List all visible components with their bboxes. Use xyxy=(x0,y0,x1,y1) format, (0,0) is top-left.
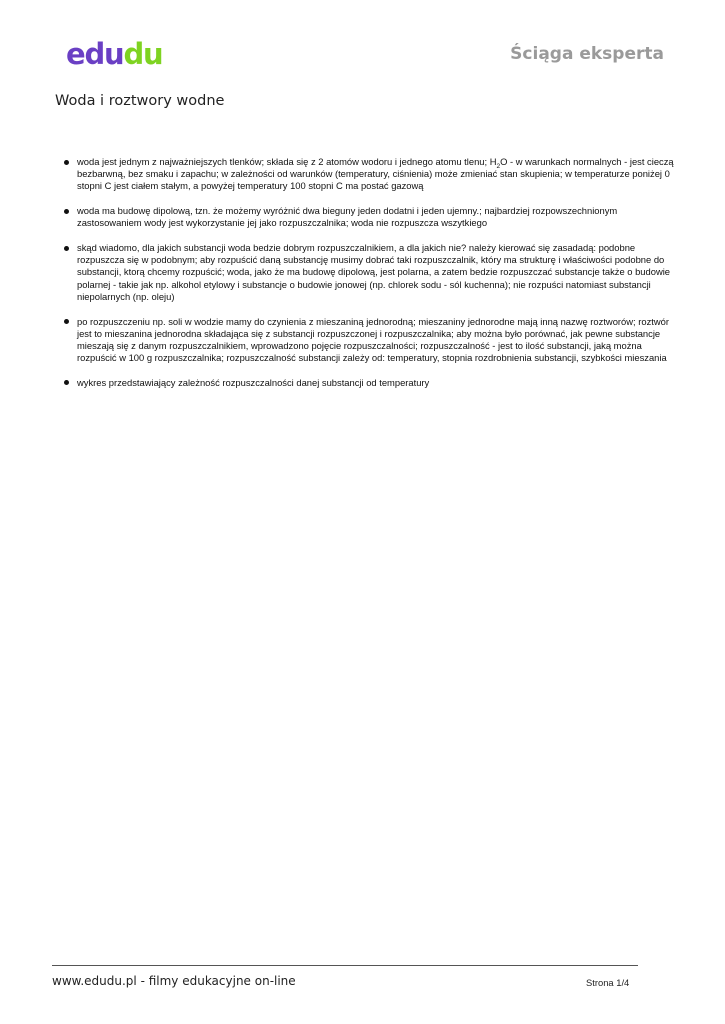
header-tagline: Ściąga eksperta xyxy=(510,44,664,64)
page-title: Woda i roztwory wodne xyxy=(55,93,225,109)
edudu-logo-mark xyxy=(66,38,174,70)
bullet-text: woda ma budowę dipolową, tzn. że możemy wyróżnić dwa bieguny jeden dodatni i jeden ujemny.; najbardziej rozpowszechnionym zastosowaniem wody jest wykorzystanie jej jako rozpuszczalnika; woda nie rozpuszcza wszytkiego xyxy=(77,205,618,229)
svg-text:edudu: edudu xyxy=(66,38,163,70)
bullet-item xyxy=(64,156,674,193)
bullet-item xyxy=(64,242,674,303)
bullet-text: po rozpuszczeniu np. soli w wodzie mamy do czynienia z mieszaniną jednorodną; mieszaniny jednorodne mają inną nazwę roztworów; roztwór jest to mieszanina jednorodna składająca się z substancji rozpuszczonej i rozpuszczalnika; aby można było porównać, jak pewne substancje mieszają się z danym rozpuszczalnikiem, wprowadzono pojęcie rozpuszczalności; rozpuszczalność - jest to ilość substancji, jaką można rozpuścić w 100 g rozpuszczalnika; rozpuszczalność substancji zależy od: temperatury, stopnia rozdrobnienia substancji, szybkości mieszania xyxy=(77,315,669,364)
bullet-list xyxy=(64,156,674,402)
footer-site-link[interactable]: www.edudu.pl - filmy edukacyjne on-line xyxy=(52,974,296,988)
bullet-text: O - w warunkach normalnych - jest cieczą bezbarwną, bez smaku i zapachu; w zależności od warunków (temperatury, ciśnienia) może zmieniać stan skupienia; w temperaturze poniżej 0 stopni C jest ciałem stałym, a powyżej temperatury 100 stopni C ma postać gazową xyxy=(77,156,674,192)
bullet-dot-icon xyxy=(64,380,69,385)
bullet-item xyxy=(64,377,674,389)
bullet-text: skąd wiadomo, dla jakich substancji woda bedzie dobrym rozpuszczalnikiem, a dla jakich nie? należy kierować się zasadadą: podobne rozpuszcza się w podobnym; aby rozpuścić daną substancję musimy dobrać taki rozpuszczalnik, który ma strukturę i właściwości podobne do substancji, ktorą chcemy rozpuścić; woda, jako że ma budowę dipolową, jest polarna, a zatem bedzie rozpuszczać substancje także o budowie polarnej - takie jak np. alkohol etylowy i substancje o budowie jonowej (np. chlorek sodu - sól kuchenna); nie rozpuści natomiast substancji niepolarnych (np. oleju) xyxy=(77,242,671,302)
bullet-dot-icon xyxy=(64,319,69,324)
bullet-text: wykres przedstawiający zależność rozpuszczalności danej substancji od temperatury xyxy=(77,376,430,388)
bullet-text: woda jest jednym z najważniejszych tlenków; składa się z 2 atomów wodoru i jednego atomu tlenu; H xyxy=(77,156,497,167)
bullet-dot-icon xyxy=(64,246,69,251)
bullet-dot-icon xyxy=(64,160,69,165)
footer-divider xyxy=(52,965,638,966)
edudu-logo[interactable] xyxy=(66,38,174,70)
bullet-item xyxy=(64,316,674,365)
page-number: Strona 1/4 xyxy=(586,977,630,988)
bullet-dot-icon xyxy=(64,209,69,214)
bullet-item xyxy=(64,205,674,229)
subscript: 2 xyxy=(496,162,501,170)
